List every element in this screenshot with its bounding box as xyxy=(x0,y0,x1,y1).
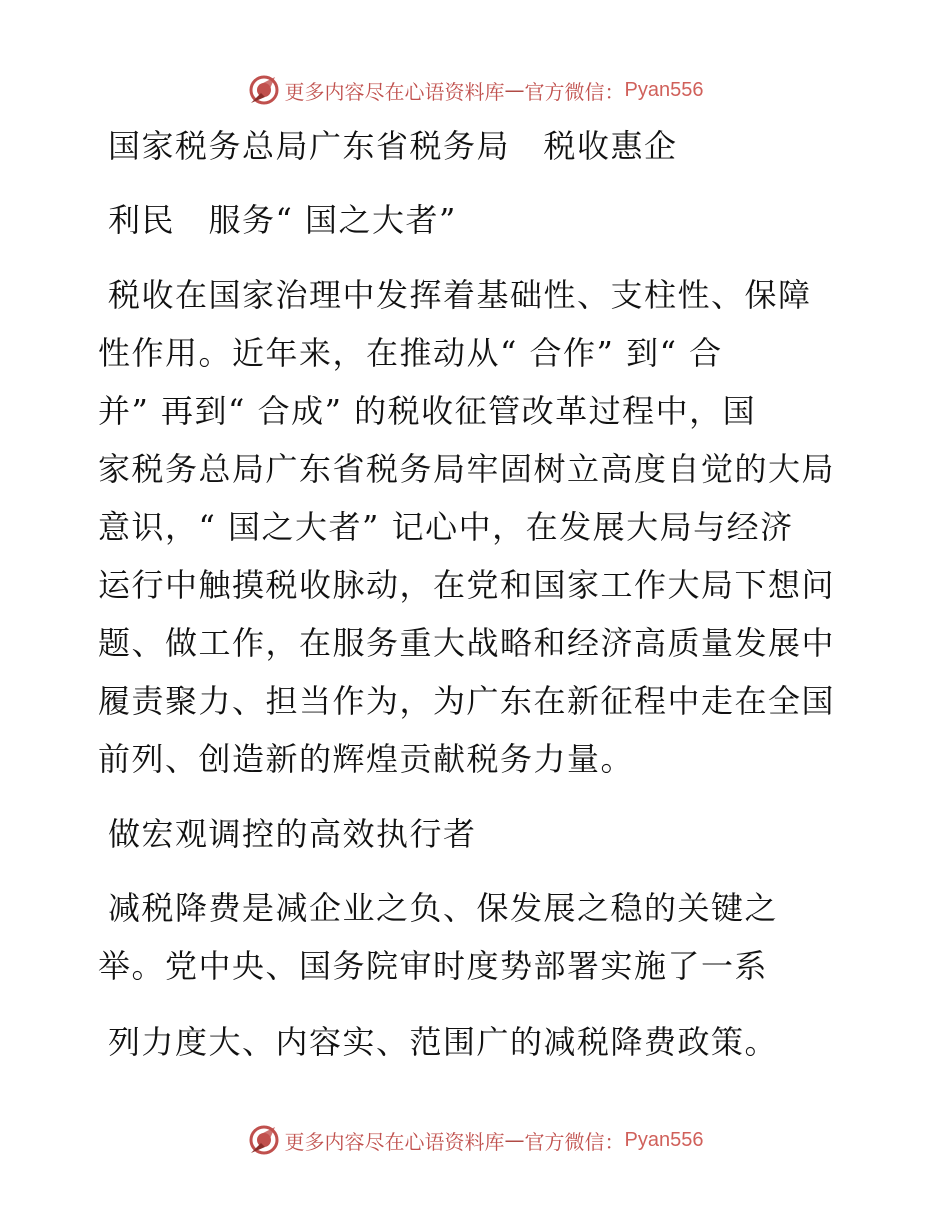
title-line-1: 国家税务总局广东省税务局 税收惠企 xyxy=(108,127,678,165)
watermark-separator: — xyxy=(504,1128,525,1152)
watermark-text: 更多内容尽在心语资料库 xyxy=(284,1129,505,1154)
pen-logo-icon xyxy=(247,1123,281,1157)
watermark-wechat-label: 官方微信： xyxy=(524,79,625,104)
paragraph2-line: 减税降费是减企业之负、保发展之稳的关键之 xyxy=(108,889,779,927)
paragraph1-line: 并” 再到“ 合成” 的税收征管改革过程中，国 xyxy=(98,392,757,430)
paragraph2-line: 列力度大、内容实、范围广的减税降费政策。 xyxy=(108,1023,779,1061)
watermark-text: 更多内容尽在心语资料库 xyxy=(284,79,505,104)
section-heading: 做宏观调控的高效执行者 xyxy=(108,815,477,853)
paragraph2-line: 举。党中央、国务院审时度势部署实施了一系 xyxy=(98,947,769,985)
paragraph1-line: 履责聚力、担当作为，为广东在新征程中走在全国 xyxy=(98,682,836,720)
paragraph1-line: 题、做工作，在服务重大战略和经济高质量发展中 xyxy=(98,624,836,662)
watermark-wechat-label: 官方微信： xyxy=(524,1129,625,1154)
paragraph1-line: 性作用。近年来，在推动从“ 合作” 到“ 合 xyxy=(98,334,723,372)
title-line-2: 利民 服务“ 国之大者” xyxy=(108,201,457,239)
pen-logo-icon xyxy=(247,73,281,107)
footer-watermark xyxy=(0,1120,950,1160)
header-watermark xyxy=(0,70,950,110)
watermark-separator: — xyxy=(504,78,525,102)
paragraph1-line: 税收在国家治理中发挥着基础性、支柱性、保障 xyxy=(108,276,812,314)
paragraph1-line: 意识，“ 国之大者” 记心中，在发展大局与经济 xyxy=(98,508,794,546)
paragraph1-line: 前列、创造新的辉煌贡献税务力量。 xyxy=(98,740,635,778)
paragraph1-line: 运行中触摸税收脉动，在党和国家工作大局下想问 xyxy=(98,566,836,604)
watermark-wechat-id: Pyan556 xyxy=(624,78,704,101)
paragraph1-line: 家税务总局广东省税务局牢固树立高度自觉的大局 xyxy=(98,450,836,488)
watermark-wechat-id: Pyan556 xyxy=(624,1128,704,1151)
